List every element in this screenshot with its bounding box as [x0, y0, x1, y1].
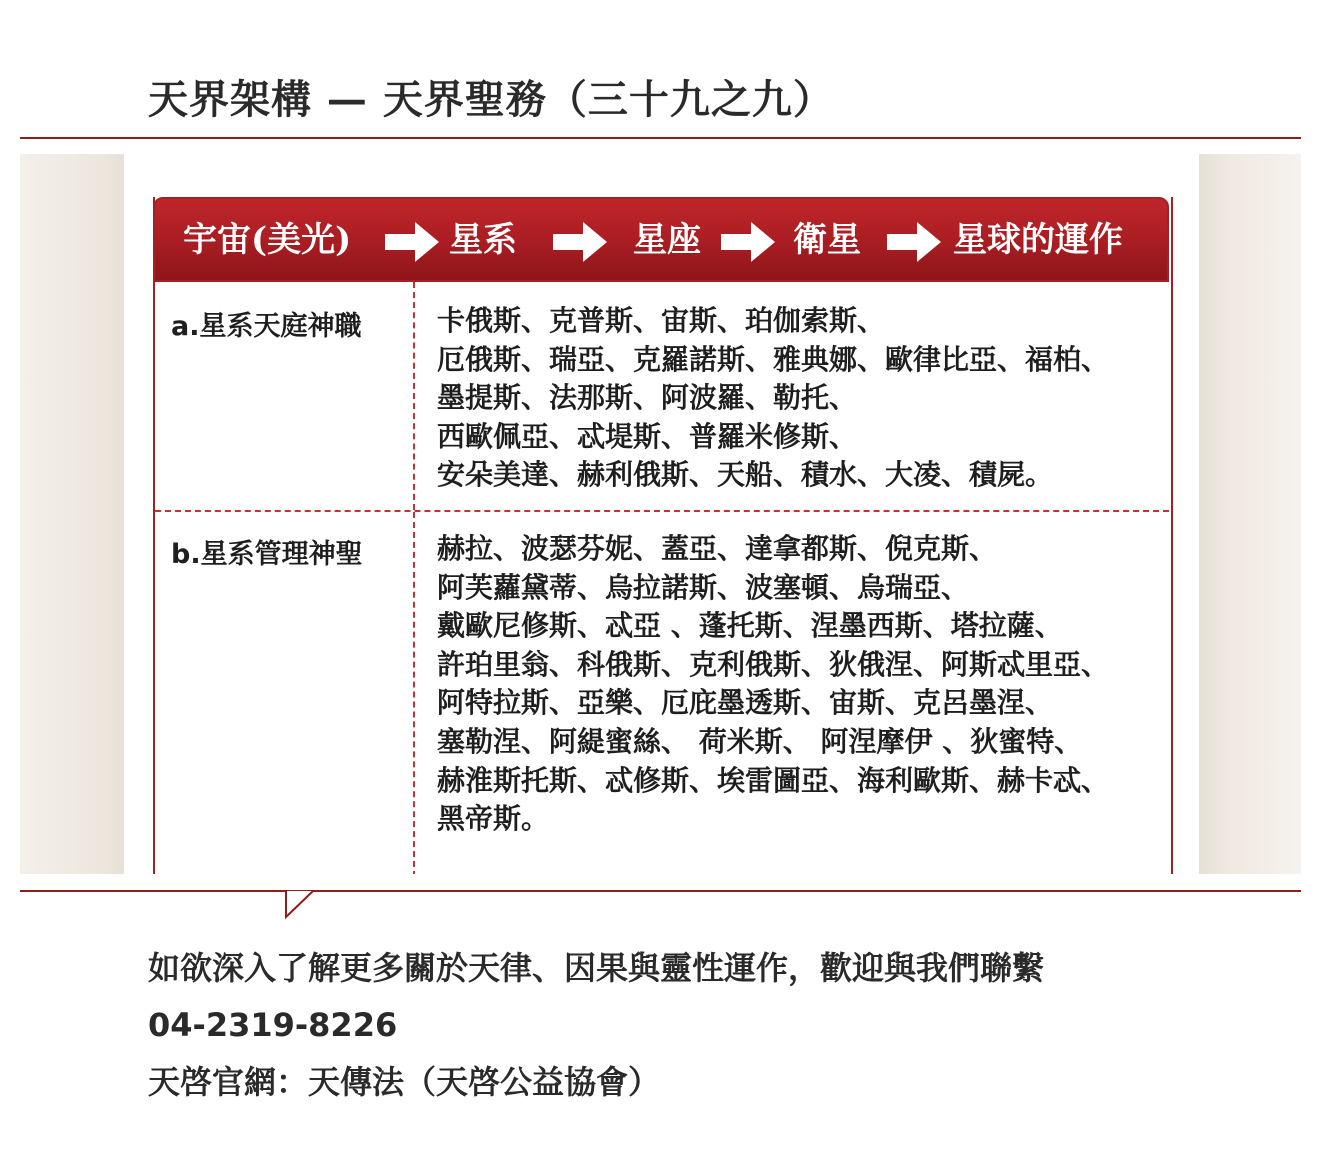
top-divider — [20, 137, 1301, 139]
name-line: 厄俄斯、瑞亞、克羅諾斯、雅典娜、歐律比亞、福柏、 — [437, 342, 1110, 376]
right-arrow-icon — [385, 222, 439, 262]
contact-phone[interactable]: 04-2319-8226 — [148, 1006, 398, 1044]
hierarchy-table — [153, 197, 1173, 874]
callout-pointer-icon — [283, 890, 323, 920]
row-a-label-cell — [155, 282, 415, 510]
row-a-content-cell — [415, 282, 1169, 510]
image-margin-right — [1199, 154, 1301, 874]
article-image — [20, 154, 1301, 874]
banner-item-universe: 宇宙(美光) — [183, 220, 352, 260]
contact-block — [148, 940, 1044, 1111]
banner-item-constellation: 星座 — [633, 220, 701, 260]
name-line: 卡俄斯、克普斯、宙斯、珀伽索斯、 — [437, 304, 886, 337]
name-line: 赫拉、波瑟芬妮、蓋亞、達拿都斯、倪克斯、 — [437, 532, 998, 565]
row-label: b.星系管理神聖 — [171, 539, 363, 570]
page-title: 天界架構 — 天界聖務（三十九之九） — [148, 76, 834, 123]
name-line: 阿芙蘿黛蒂、烏拉諾斯、波塞頓、烏瑞亞、 — [437, 570, 970, 604]
row-b-label-cell — [155, 512, 415, 874]
bottom-divider — [20, 890, 1301, 892]
name-line: 墨提斯、法那斯、阿波羅、勒托、 — [437, 381, 858, 415]
name-line: 赫淮斯托斯、忒修斯、埃雷圖亞、海利歐斯、赫卡忒、 — [437, 763, 1110, 797]
name-line: 安朵美達、赫利俄斯、天船、積水、大凌、積屍。 — [437, 458, 1054, 492]
row-label: a.星系天庭神職 — [171, 311, 362, 342]
right-arrow-icon — [887, 222, 941, 262]
row-b-content-cell — [415, 512, 1169, 874]
name-line: 許珀里翁、科俄斯、克利俄斯、狄俄涅、阿斯忒里亞、 — [437, 647, 1110, 681]
contact-website[interactable]: 天啓官網：天傳法（天啓公益協會） — [148, 1063, 661, 1101]
banner-item-galaxy: 星系 — [449, 220, 517, 260]
row-a-names — [437, 302, 1157, 495]
hierarchy-banner — [153, 197, 1169, 282]
image-margin-left — [20, 154, 124, 874]
contact-invitation: 如欲深入了解更多關於天律、因果與靈性運作，歡迎與我們聯繫 — [148, 949, 1045, 987]
banner-item-planet-operation: 星球的運作 — [953, 220, 1123, 260]
name-line: 阿特拉斯、亞樂、厄庇墨透斯、宙斯、克呂墨涅、 — [437, 686, 1054, 720]
name-line: 黑帝斯。 — [437, 802, 550, 836]
name-line: 戴歐尼修斯、忒亞 、蓬托斯、涅墨西斯、塔拉薩、 — [437, 609, 1063, 643]
banner-item-satellite: 衛星 — [793, 220, 861, 260]
name-line: 塞勒涅、阿緹蜜絲、 荷米斯、 阿涅摩伊 、狄蜜特、 — [437, 724, 1083, 758]
right-arrow-icon — [553, 222, 607, 262]
row-b-names — [437, 530, 1157, 839]
name-line: 西歐佩亞、忒堤斯、普羅米修斯、 — [437, 419, 858, 453]
right-arrow-icon — [721, 222, 775, 262]
